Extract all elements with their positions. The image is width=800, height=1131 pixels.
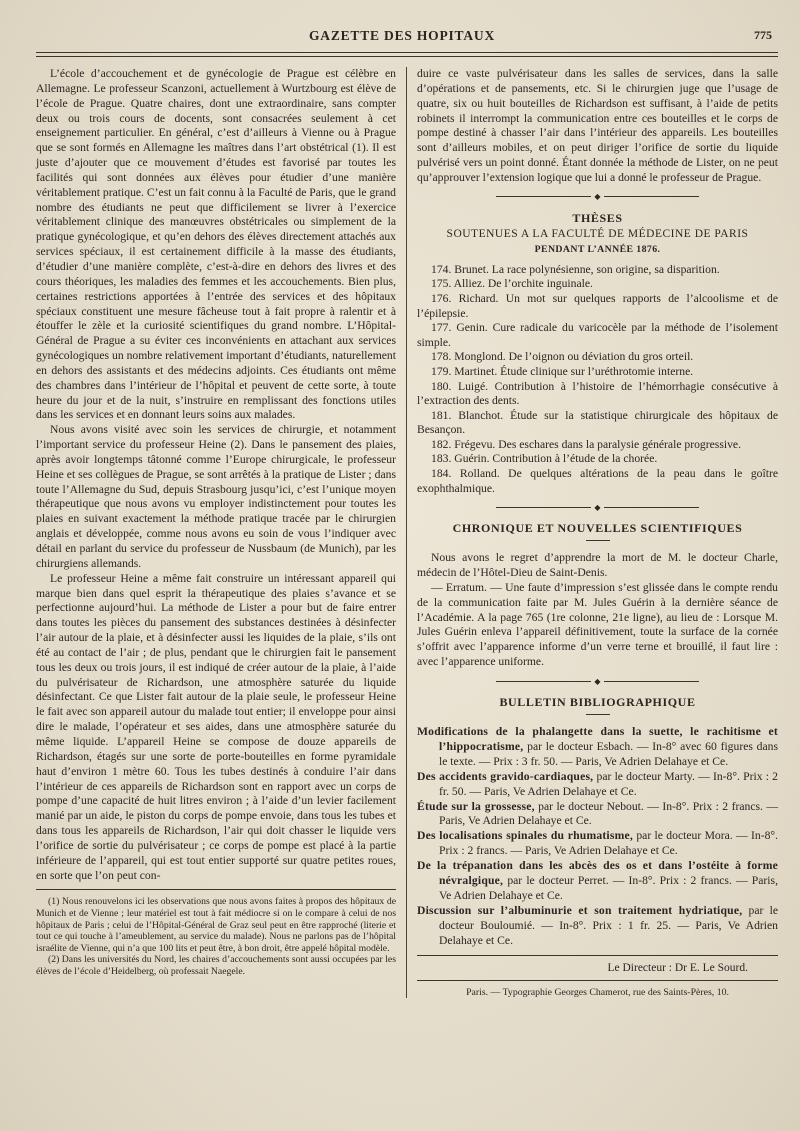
thesis-item: 181. Blanchot. Étude sur la statistique chirurgicale des hôpitaux de Besançon.: [417, 408, 778, 437]
bulletin-title: BULLETIN BIBLIOGRAPHIQUE: [499, 695, 696, 709]
two-column-body: [36, 67, 778, 998]
footnote: (2) Dans les universités du Nord, les chaires d’accouchements sont aussi occupées par les élèves de l’école d’Heidelberg, où professait Naegele.: [36, 954, 396, 977]
thesis-item: 177. Genin. Cure radicale du varicocèle par la méthode de l’isolement simple.: [417, 321, 778, 349]
article-paragraph: Nous avons visité avec soin les services de chirurgie, et notamment l’important service du professeur Heine (2). Dans le pansement des plaies, après avoir longtemps tâtonné comme l’Europe chirurgicale, le professeur Heine et ses collègues de Prague, se sont arrêtés à la pratique de Lister ; dans toute l’Allemagne du Sud, depuis Strasbourg jusqu’ici, c’est l’unique moyen thérapeutique que nous avons vu employer indistinctement pour toutes les plaies en suivant exactement la méthode pratique tracée par le chirurgien anglais et développée, comme nous avons eu soin de vous l’indiquer avec détail en parlant du service du professeur de Nussbaum (de Munich), par les chirurgiens allemands.: [36, 423, 396, 570]
theses-title: THÈSES: [572, 210, 623, 225]
director-line: Le Directeur : Dr E. Le Sourd.: [607, 961, 748, 974]
header-rule: [36, 52, 778, 57]
closing-rule: [417, 955, 778, 956]
closing-rule: [417, 980, 778, 981]
section-ornament: ◆: [417, 189, 778, 205]
thesis-item: 184. Rolland. De quelques altérations de la peau dans le goître exophthalmique.: [417, 467, 778, 495]
footnote-rule: [36, 889, 396, 890]
chronique-paragraph: Nous avons le regret d’apprendre la mort de M. le docteur Charle, médecin de l’Hôtel-Dieu de Saint-Denis.: [417, 551, 778, 580]
thesis-item: 176. Richard. Un mot sur quelques rapports de l’alcoolisme et de l’épilepsie.: [417, 291, 778, 320]
bibliography-item: Modifications de la phalangette dans la suette, le rachitisme et l’hippocratisme, par le docteur Esbach. — In-8° avec 60 figures dans le texte. — Prix : 3 fr. 50. — Paris, Ve Adrien Delahaye et Ce.: [417, 725, 778, 768]
thesis-item: 180. Luigé. Contribution à l’histoire de l’hémorrhagie consécutive à l’extraction des dents.: [417, 379, 778, 408]
left-column: [36, 67, 406, 998]
right-column: [406, 67, 778, 998]
bibliography-item: Étude sur la grossesse, par le docteur Nebout. — In-8°. Prix : 2 francs. — Paris, Ve Adrien Delahaye et Ce.: [417, 799, 779, 828]
thesis-item: 175. Alliez. De l’orchite inguinale.: [431, 277, 593, 291]
chronique-paragraph: — Erratum. — Une faute d’impression s’est glissée dans le compte rendu de la communication faite par M. Jules Guérin à la dernière séance de l’Académie. A la page 765 (1re colonne, 21e ligne), au lieu de : Lorsque M. Jules Guérin enleva l’appareil définitivement, toute la surface de la cornée s’offrit avec l’apparence informe d’un verre terne et brouillé, il faut lire : avec l’apparence uniforme.: [417, 580, 778, 669]
section-ornament: ◆: [417, 673, 778, 689]
thesis-item: 182. Frégevu. Des eschares dans la paralysie générale progressive.: [431, 437, 741, 451]
printer-line: Paris. — Typographie Georges Chamerot, rue des Saints-Pères, 10.: [466, 986, 729, 998]
bibliography-item: Des localisations spinales du rhumatisme, par le docteur Mora. — In-8°. Prix : 2 francs. — Paris, Ve Adrien Delahaye et Ce.: [417, 829, 779, 858]
page-header: [26, 26, 778, 46]
page-number: 775: [754, 28, 772, 42]
article-paragraph: Le professeur Heine a même fait construire un intéressant appareil qui marque bien dans quel esprit la thérapeutique des plaies s’avance et se perfectionne aujourd’hui. La méthode de Lister a pour but de faire entrer dans toutes les pièces du pansement des substances destinées à désinfecter l’air autour de la plaie, et à désinfecter aussi les liquides de la plaie, s’ils ont été au contact de l’air ; de plus, pendant que le chirurgien fait le pansement tous les deux ou trois jours, il est indiqué de créer autour de la plaie, à l’aide du pulvérisateur de Richardson, une atmosphère saturée du liquide désinfectant. Ce que Lister fait autour de la plaie seule, le professeur Heine le fait avec son appareil autour du malade tout entier; il enveloppe pour ainsi dire le malade, l’opérateur et ses aides, dans une atmosphère saturée du même liquide. L’appareil Heine se compose de douze appareils de Richardson, étagés sur une sorte de porte-bouteilles en forme pyramidale haut d’environ 1 mètre 60. Tous les tubes destinés à conduire l’air dans l’intérieur de ces appareils de Richardson sont en rapport avec un corps de pompe d’une capacité de huit litres environ ; à l’aide d’un levier facilement manié par un aide, le piston du corps de pompe envoie, dans tous les tubes et dans tous les appareils de Richardson, l’air qui doit chasser le liquide vers l’orifice de sortie du pulvérisateur ; ce corps de pompe est placé à la partie inférieure de l’appareil, qui est tout entier supporté sur quatre petites roues, en sorte que l’on peut con-: [36, 571, 396, 882]
journal-title: GAZETTE DES HOPITAUX: [308, 28, 496, 43]
theses-period: PENDANT L’ANNÉE 1876.: [534, 243, 661, 255]
bibliography-item: Discussion sur l’albuminurie et son traitement hydriatique, par le docteur Bouloumié. — In-8°. Prix : 1 fr. 25. — Paris, Ve Adrien Delahaye et Ce.: [417, 903, 778, 947]
short-rule: [586, 540, 610, 541]
short-rule: [586, 714, 610, 715]
thesis-item: 178. Monglond. De l’oignon ou déviation du gros orteil.: [431, 350, 694, 364]
bibliography-item: Des accidents gravido-cardiaques, par le docteur Marty. — In-8°. Prix : 2 fr. 50. — Paris, Ve Adrien Delahaye et Ce.: [417, 769, 778, 798]
chronique-title: CHRONIQUE ET NOUVELLES SCIENTIFIQUES: [452, 521, 743, 536]
section-ornament: ◆: [417, 499, 778, 515]
thesis-item: 183. Guérin. Contribution à l’étude de la chorée.: [431, 452, 658, 466]
thesis-item: 174. Brunet. La race polynésienne, son origine, sa disparition.: [431, 262, 720, 276]
thesis-item: 179. Martinet. Étude clinique sur l’uréthrotomie interne.: [431, 364, 694, 378]
theses-subtitle: SOUTENUES A LA FACULTÉ DE MÉDECINE DE PARIS: [446, 227, 749, 240]
article-continuation: duire ce vaste pulvérisateur dans les salles de services, dans la salle d’opérations et de pansements, etc. Si le chirurgien juge que l’usage de quatre, six ou huit bouteilles de Richardson est suffisant, à l’aide de petits robinets il interrompt la communication entre ces bouteilles et le corps de pompe destiné à chasser l’air dans l’intérieur des appareils. Les bouteilles sont d’ailleurs mobiles, et on peut diriger l’orifice de sortie du liquide pulvérisé vers un point donné. Étant donnée la méthode de Lister, on ne peut qu’approuver l’extension logique que lui a donné le professeur de Prague.: [417, 67, 778, 184]
footnote: (1) Nous renouvelons ici les observations que nous avons faites à propos des hôpitaux de Munich et de Vienne ; leur matériel est tout à fait médiocre si on le compare à celui de nos hôpitaux de Paris ; celui de l’Hôpital-Général de Graz seul peut en être rapproché (literie et tout ce qui touche à l’ameublement, au service du malade). Nous ne parlons pas de l’hôpital israélite de Vienne, qui n’a que 100 lits et peut être, à bon droit, être appelé hôpital modèle.: [36, 896, 396, 954]
bibliography-item: De la trépanation dans les abcès des os et dans l’ostéite à forme névralgique, par le docteur Perret. — In-8°. Prix : 2 francs. — Paris, Ve Adrien Delahaye et Ce.: [417, 859, 778, 902]
article-paragraph: L’école d’accouchement et de gynécologie de Prague est célèbre en Allemagne. Le professeur Scanzoni, actuellement à Wurtzbourg est élève de l’école de Prague. Quatre chaires, dont une extraordinaire, sans compter deux ou trois cours de docents, sont consacrées seulement à cet enseignement particulier. En général, c’est d’ailleurs à Vienne ou à Prague que se sont formés en Allemagne les maîtres dans l’art obstétrical (1). Il est juste d’ajouter que ce mouvement d’études est favorisé par toutes les facilités qui sont données aux élèves pour étudier d’une manière véritablement pratique. C’est un fait connu à la Faculté de Paris, que le grand nombre des étudiants ne peut que difficilement se livrer à l’exercice véritablement clinique des manœuvres obstétricales ou simplement de la pratique gynécologique, et qu’en dehors des élèves directement attachés aux services spéciaux, il est certainement difficile à la masse des étudiants, d’étudier d’une manière complète, c’est-à-dire en dehors des livres et des cours théoriques, les maladies des femmes et les accouchements. Bien plus, certaines restrictions apportées à l’entrée des services et des hôpitaux spéciaux constituent une mesure fâcheuse tout à fait propre à ralentir et à étouffer le zèle et la curiosité scientifiques du grand nombre. L’Hôpital-Général de Prague a su éviter ces inconvénients en attachant aux services gynécologiques un nombre relativement important d’étudiants, naturellement en dehors des assistants et des médecins adjoints. Ces étudiants ont même des chambres dans l’intérieur de l’hôpital et peuvent de cette sorte, à toute heure du jour et de la nuit, s’instruire en remplissant des fonctions utiles dans les services et en donnant leurs soins aux malades.: [36, 67, 396, 422]
